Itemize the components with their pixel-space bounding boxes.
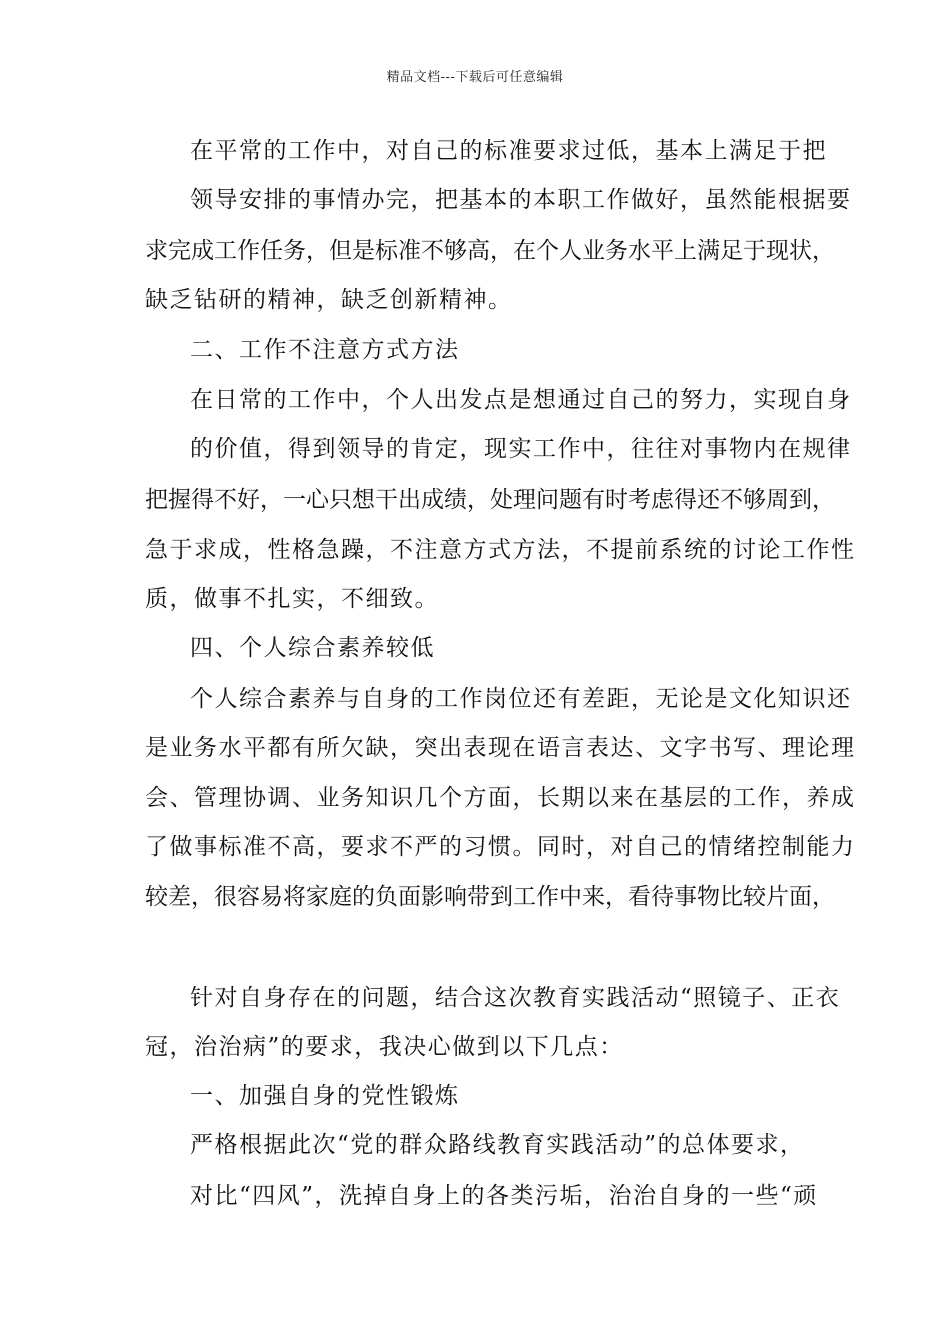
text-line-15: 了做事标准不高，要求不严的习惯。同时，对自己的情绪控制能力: [145, 834, 856, 860]
section-heading-2: 二、工作不注意方式方法: [190, 337, 460, 363]
text-line-10: 质，做事不扎实，不细致。: [145, 586, 439, 612]
text-line-2: 领导安排的事情办完，把基本的本职工作做好，虽然能根据要: [190, 187, 852, 213]
text-line-14: 会、管理协调、业务知识几个方面，长期以来在基层的工作，养成: [145, 785, 856, 811]
text-line-18: 冠，治治病”的要求，我决心做到以下几点：: [145, 1034, 624, 1060]
text-line-6: 在日常的工作中，个人出发点是想通过自己的努力，实现自身: [190, 387, 852, 413]
text-line-8: 把握得不好，一心只想干出成绩，处理问题有时考虑得还不够周到，: [145, 487, 835, 513]
section-heading-1: 一、加强自身的党性锻炼: [190, 1083, 460, 1109]
text-line-21: 对比“四风”，洗掉自身上的各类污垢，治治自身的一些“顽: [190, 1183, 818, 1209]
text-line-3: 求完成工作任务，但是标准不够高，在个人业务水平上满足于现状，: [145, 238, 835, 264]
text-line-20: 严格根据此次“党的群众路线教育实践活动”的总体要求，: [190, 1132, 805, 1158]
text-line-9: 急于求成，性格急躁，不注意方式方法，不提前系统的讨论工作性: [145, 537, 856, 563]
text-line-1: 在平常的工作中，对自己的标准要求过低，基本上满足于把: [190, 138, 827, 164]
text-line-4: 缺乏钻研的精神，缺乏创新精神。: [145, 287, 513, 313]
text-line-17: 针对自身存在的问题，结合这次教育实践活动“照镜子、正衣: [190, 985, 841, 1011]
section-heading-4: 四、个人综合素养较低: [190, 635, 435, 661]
page-header: 精品文档---下载后可任意编辑: [386, 70, 564, 85]
text-line-16: 较差，很容易将家庭的负面影响带到工作中来，看待事物比较片面，: [145, 884, 835, 910]
text-line-13: 是业务水平都有所欠缺，突出表现在语言表达、文字书写、理论理: [145, 735, 856, 761]
text-line-12: 个人综合素养与自身的工作岗位还有差距，无论是文化知识还: [190, 686, 852, 712]
text-line-7: 的价值，得到领导的肯定，现实工作中，往往对事物内在规律: [190, 436, 852, 462]
